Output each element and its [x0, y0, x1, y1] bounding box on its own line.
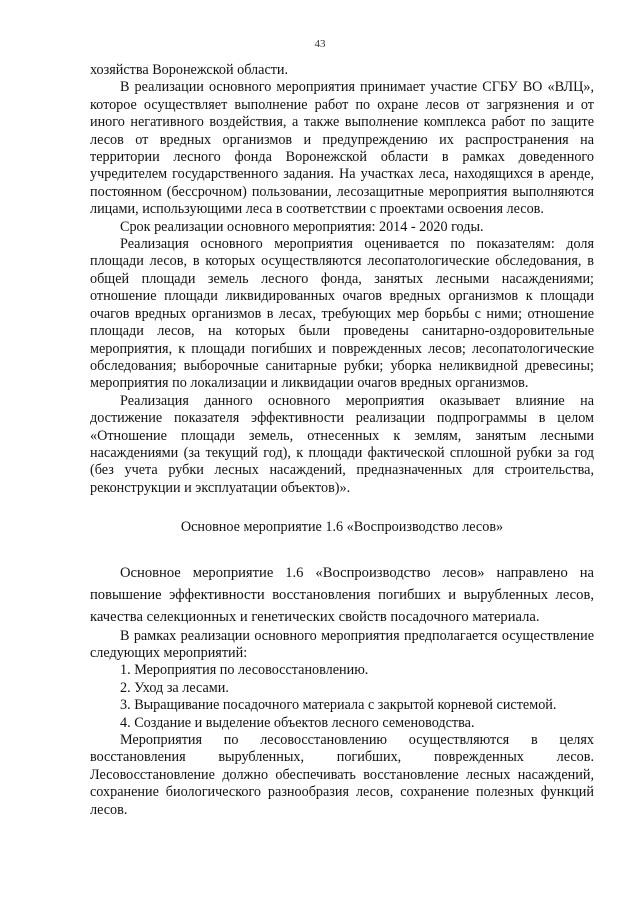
page-number: 43 — [314, 38, 326, 50]
section-intro: Основное мероприятие 1.6 «Воспроизводство лесов» направлено на повышение эффективности восстановления погибших и вырубленных лесов, качества селекционных и генетических свойств посадочного материала. — [90, 564, 594, 625]
paragraph-participants: В реализации основного мероприятия принимает участие СГБУ ВО «ВЛЦ», которое осуществляет выполнение работ по охране лесов от загрязнения и от иного негативного воздействия, а также выполнение комплекса работ по защите лесов от вредных организмов и предупреждению их распространения на территории лесного фонда Воронежской области в рамках доведенного учредителем государственного задания. На участках леса, находящихся в аренде, постоянном (бессрочном) пользовании, лесозащитные мероприятия выполняются лицами, использующими леса в соответствии с проектами освоения лесов. — [90, 79, 594, 218]
list-item: 4. Создание и выделение объектов лесного семеноводства. — [120, 714, 475, 731]
closing-paragraph: Мероприятия по лесовосстановлению осуществляются в целях восстановления вырубленных, погибших, поврежденных лесов. Лесовосстановление должно обеспечивать восстановление лесных насаждений, сохранение биологического разнообразия лесов, сохранение полезных функций лесов. — [90, 732, 594, 818]
list-item: 1. Мероприятия по лесовосстановлению. — [120, 662, 369, 679]
paragraph-indicators: Реализация основного мероприятия оценивается по показателям: доля площади лесов, в которых осуществляются лесопатологические обследования, в общей площади земель лесного фонда, занятых лесными насаждениями; отношение площади ликвидированных очагов вредных организмов к площади очагов вредных организмов в лесах, требующих мер борьбы с ними; отношение площади лесов, на которых были проведены санитарно-оздоровительные мероприятия, к площади погибших и поврежденных лесов; лесопатологические обследования; выборочные санитарные рубки; уборка неликвидной древесины; мероприятия по локализации и ликвидации очагов вредных организмов. — [90, 236, 594, 392]
list-item: 3. Выращивание посадочного материала с закрытой корневой системой. — [120, 697, 557, 714]
paragraph-influence: Реализация данного основного мероприятия оказывает влияние на достижение показателя эффективности реализации подпрограммы в целом «Отношение площади земель, отнесенных к землям, занятым лесными насаждениями (за текущий год), к площади фактической сплошной рубки за год (без учета рубки лесных насаждений, предназначенных для строительства, реконструкции и эксплуатации объектов)». — [90, 392, 594, 496]
list-lead: В рамках реализации основного мероприятия предполагается осуществление следующих мероприятий: — [90, 627, 594, 661]
section-heading: Основное мероприятие 1.6 «Воспроизводство лесов» — [180, 519, 504, 536]
paragraph-timeframe: Срок реализации основного мероприятия: 2014 - 2020 годы. — [120, 218, 484, 235]
list-item: 2. Уход за лесами. — [120, 679, 229, 696]
document-body — [90, 62, 594, 819]
paragraph-continuation: хозяйства Воронежской области. — [90, 62, 289, 78]
